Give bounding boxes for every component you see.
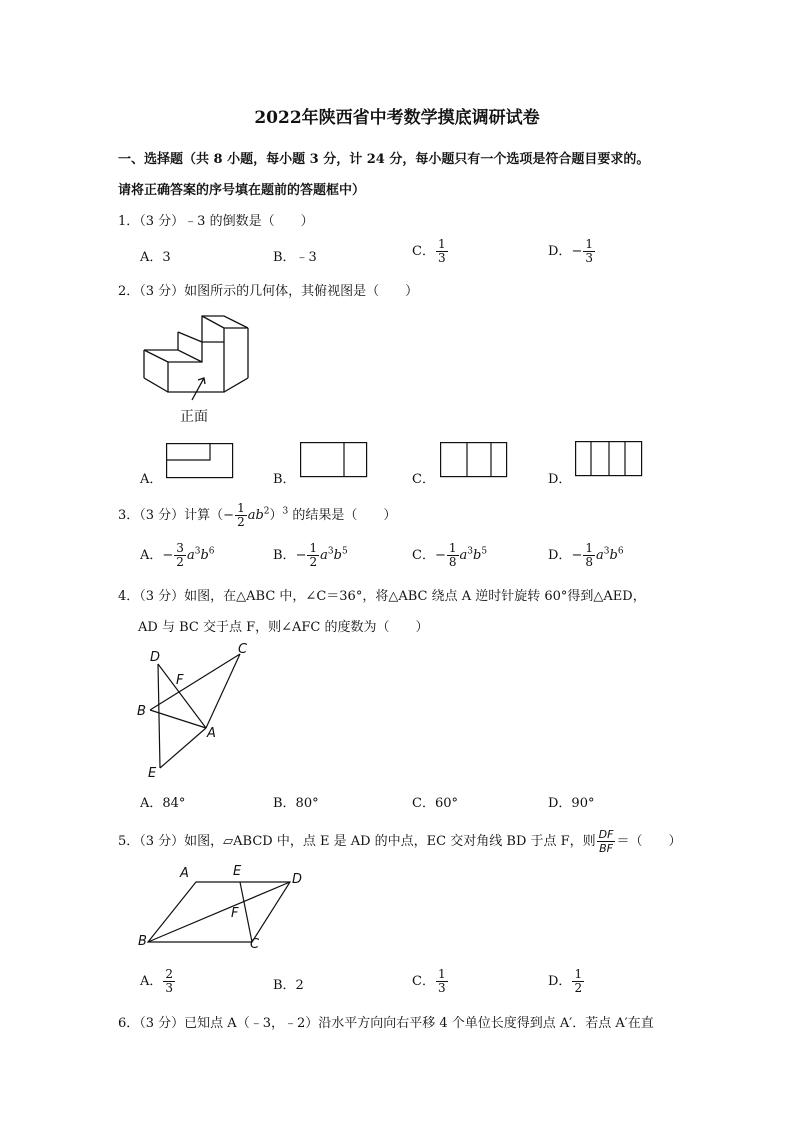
q2-option-b: B． — [273, 472, 296, 487]
page-title: 2022年陕西省中考数学摸底调研试卷 — [254, 108, 540, 128]
q4-label-a: A — [207, 726, 216, 741]
q5-option-d: D． $\frac{1}{2}$ — [548, 967, 583, 995]
q2-option-c-figure — [440, 442, 508, 478]
q5-parallelogram-figure — [140, 870, 310, 950]
q5-label-b: B — [138, 934, 147, 949]
q5-label-e: E — [233, 864, 242, 879]
q2-option-b-figure — [300, 442, 368, 478]
q4-label-e: E — [148, 766, 157, 781]
q4-option-a: A．84° — [140, 796, 186, 811]
fraction: $\frac{1}{3}$ — [437, 237, 446, 265]
q4-option-d: D．90° — [548, 796, 595, 811]
q2-front-label: 正面 — [180, 409, 208, 425]
q4-label-d: D — [150, 650, 161, 665]
question-6-stem: 6．（3 分）已知点 A（﹣3，﹣2）沿水平方向向右平移 4 个单位长度得到点 A′．若点 A′在直 — [118, 1016, 654, 1031]
q4-option-c: C．60° — [412, 796, 458, 811]
q5-option-b: B．2 — [273, 978, 304, 993]
q1-option-d: D．− $\frac{1}{3}$ — [548, 237, 593, 265]
q5-label-a: A — [180, 866, 189, 881]
q5-option-c: C． $\frac{1}{3}$ — [412, 967, 446, 995]
q3-option-d: D．− $\frac{1}{8}$ $a^3b^6$ — [548, 541, 624, 569]
section-header-line2: 请将正确答案的序号填在题前的答题框中） — [118, 183, 366, 198]
q4-label-c: C — [238, 642, 248, 657]
q4-label-f: F — [176, 673, 184, 688]
question-4-stem-line2: AD 与 BC 交于点 F，则∠AFC 的度数为（ ） — [138, 620, 429, 635]
q2-option-a: A． — [140, 472, 163, 487]
question-1-stem: 1．（3 分）﹣3 的倒数是（ ） — [118, 214, 314, 229]
q1-option-c: C． $\frac{1}{3}$ — [412, 237, 446, 265]
fraction: $\frac{1}{3}$ — [585, 237, 593, 265]
question-2-stem: 2．（3 分）如图所示的几何体，其俯视图是（ ） — [118, 284, 419, 299]
q3-option-b: B．− $\frac{1}{2}$ $a^3b^5$ — [273, 541, 348, 569]
q3-option-a: A．− $\frac{3}{2}$ $a^3b^6$ — [140, 541, 215, 569]
q5-label-f: F — [231, 906, 239, 921]
q1-option-a: A．3 — [140, 250, 171, 265]
q5-label-d: D — [292, 872, 303, 887]
q1-option-b: B．﹣3 — [273, 250, 317, 265]
q4-label-b: B — [137, 704, 146, 719]
question-3-stem: 3．（3 分）计算（− $\frac{1}{2}$ $ab^2)^3$ 的结果是（ ） — [118, 501, 397, 529]
q5-option-a: A． $\frac{2}{3}$ — [140, 967, 174, 995]
q2-solid-figure — [140, 312, 270, 407]
section-header-line1: 一、选择题（共 8 小题，每小题 3 分，计 24 分，每小题只有一个选项是符合题目要求的。 — [118, 152, 650, 167]
q2-option-d: D． — [548, 472, 572, 487]
q5-label-c: C — [250, 937, 260, 952]
question-5-stem: 5．（3 分）如图，▱ABCD 中，点 E 是 AD 的中点，EC 交对角线 BD 于点 F，则 $\frac{DF}{BF}$ ＝（ ） — [118, 828, 682, 855]
question-4-stem-line1: 4．（3 分）如图，在△ABC 中，∠C＝36°，将△ABC 绕点 A 逆时针旋转 60°得到△AED， — [118, 589, 646, 604]
q2-option-c: C． — [412, 472, 435, 487]
q3-option-c: C．− $\frac{1}{8}$ $a^3b^5$ — [412, 541, 488, 569]
q2-option-d-figure — [575, 441, 643, 477]
q4-option-b: B．80° — [273, 796, 319, 811]
q2-option-a-figure — [166, 443, 234, 479]
